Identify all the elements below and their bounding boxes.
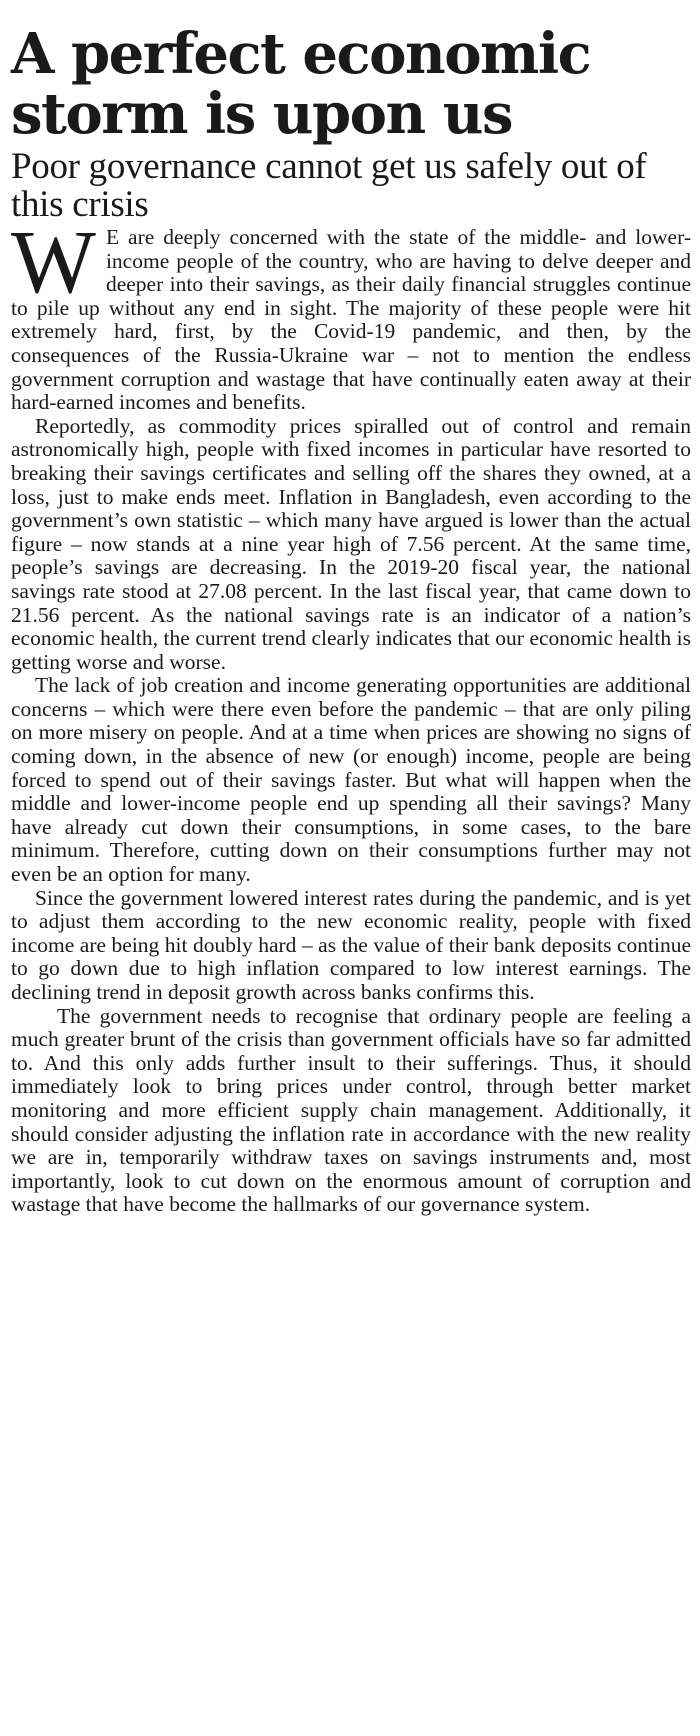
paragraph-5: The government needs to recognise that ordinary people are feeling a much greater brunt of the crisis than government officials have so far admitted to. And this only adds further insult to their sufferings. Thus, it should immediately look to bring prices under control, through better market monitoring and more efficient supply chain management. Additionally, it should consider adjusting the inflation rate in accordance with the new reality we are in, temporarily withdraw taxes on savings instruments and, most importantly, look to cut down on the enormous amount of corruption and wastage that have become the hallmarks of our governance system. bbox=[11, 1003, 691, 1217]
paragraph-4: Since the government lowered interest rates during the pandemic, and is yet to adjust them according to the new economic reality, people with fixed income are being hit doubly hard – as the value of their bank deposits continue to go down due to high inflation compared to low interest earnings. The declining trend in deposit growth across banks confirms this. bbox=[11, 885, 691, 1004]
editorial-article bbox=[11, 0, 691, 1217]
paragraph-2: Reportedly, as commodity prices spiralled out of control and remain astronomically high, people with fixed incomes in particular have resorted to breaking their savings certificates and selling off the shares they owned, at a loss, just to make ends meet. Inflation in Bangladesh, even according to the government’s own statistic – which many have argued is lower than the actual figure – now stands at a nine year high of 7.56 percent. At the same time, people’s savings are decreasing. In the 2019-20 fiscal year, the national savings rate stood at 27.08 percent. In the last fiscal year, that came down to 21.56 percent. As the national savings rate is an indicator of a nation’s economic health, the current trend clearly indicates that our economic health is getting worse and worse. bbox=[11, 413, 691, 674]
paragraph-1 bbox=[11, 213, 691, 415]
subheadline: Poor governance cannot get us safely out of this crisis bbox=[11, 146, 647, 225]
paragraph-3: The lack of job creation and income generating opportunities are additional concerns – which were there even before the pandemic – that are only piling on more misery on people. And at a time when prices are showing no signs of coming down, in the absence of new (or enough) income, people are being forced to spend out of their savings faster. But what will happen when the middle and lower-income people end up spending all their savings? Many have already cut down their consumptions, in some cases, to the bare minimum. Therefore, cutting down on their consumptions further may not even be an option for many. bbox=[11, 673, 691, 887]
paragraph-1-text: E are deeply concerned with the state of the middle- and lower-income people of the country, who are having to delve deeper and deeper into their savings, as their daily financial struggles continue to pile up without any end in sight. The majority of these people were hit extremely hard, first, by the Covid-19 pandemic, and then, by the consequences of the Russia-Ukraine war – not to mention the endless government corruption and wastage that have continually eaten away at their hard-earned incomes and benefits. bbox=[11, 225, 691, 415]
drop-cap: W bbox=[11, 213, 96, 312]
headline: A perfect economic storm is upon us bbox=[11, 21, 591, 147]
article-body bbox=[11, 213, 691, 1217]
